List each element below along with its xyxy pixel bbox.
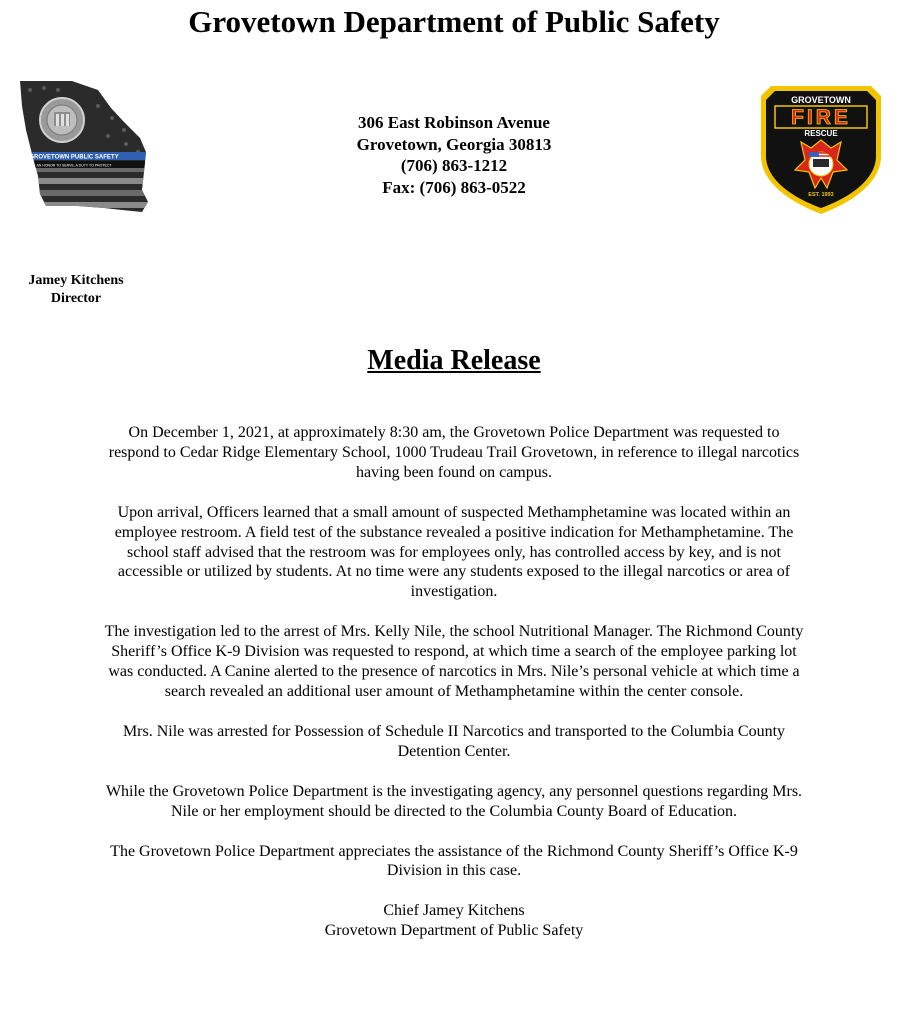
director-title: Director <box>50 291 102 306</box>
patch-fire-text: FIRE <box>791 106 851 129</box>
fire-rescue-logo <box>757 78 885 218</box>
address-street: 306 East Robinson Avenue <box>358 113 550 132</box>
patch-top-text: GROVETOWN <box>791 95 851 105</box>
release-paragraph: Upon arrival, Officers learned that a small amount of suspected Methamphetamine was located within an employee restroom. A field test of the substance revealed a positive indication for Methamphetamine. The school staff advised that the restroom was for employees only, has controlled access by key, and is not accessible or utilized by students. At no time were any students exposed to the illegal narcotics or area of investigation. <box>114 503 794 601</box>
media-release-heading: Media Release <box>367 345 541 376</box>
patch-est-text: EST. 1993 <box>808 192 834 198</box>
badge-motto-text: AN HONOR TO SERVE, A DUTY TO PROTECT <box>36 163 112 168</box>
signature-name: Chief Jamey Kitchens <box>383 902 525 920</box>
release-paragraph: The investigation led to the arrest of Mrs. Kelly Nile, the school Nutritional Manager. The Richmond County Sheriff’s Office K-9 Division was requested to respond, at which time a search of the employee parking lot was conducted. A Canine alerted to the presence of narcotics in Mrs. Nile’s personal vehicle at which time a search revealed an additional user amount of Methamphetamine within the center console. <box>104 623 804 700</box>
release-paragraph: The Grovetown Police Department appreciates the assistance of the Richmond County Sheriff’s Office K-9 Division in this case. <box>110 842 798 880</box>
fire-rescue-patch-icon <box>757 78 885 218</box>
director-block <box>6 272 146 308</box>
address-fax: Fax: (706) 863-0522 <box>382 177 526 197</box>
address-block <box>240 112 668 198</box>
address-city: Grovetown, Georgia 30813 <box>356 134 552 154</box>
badge-banner-text: GROVETOWN PUBLIC SAFETY <box>29 154 119 161</box>
patch-rescue-text: RESCUE <box>804 129 838 138</box>
page-title: Grovetown Department of Public Safety <box>188 4 720 39</box>
address-phone: (706) 863-1212 <box>400 156 508 175</box>
release-paragraph: On December 1, 2021, at approximately 8:30 am, the Grovetown Police Department was requested to respond to Cedar Ridge Elementary School, 1000 Trudeau Trail Grovetown, in reference to illegal narcotics having been found on campus. <box>108 424 800 481</box>
release-body <box>102 423 806 941</box>
release-paragraph: Mrs. Nile was arrested for Possession of Schedule II Narcotics and transported to the Columbia County Detention Center. <box>122 722 786 760</box>
public-safety-logo <box>18 78 150 218</box>
georgia-state-seal-badge-icon <box>18 78 150 218</box>
signature-org: Grovetown Department of Public Safety <box>324 922 584 940</box>
release-paragraph: While the Grovetown Police Department is the investigating agency, any personnel questions regarding Mrs. Nile or her employment should be directed to the Columbia County Board of Education. <box>105 782 803 820</box>
signature-block <box>102 901 806 941</box>
director-name: Jamey Kitchens <box>28 273 124 288</box>
